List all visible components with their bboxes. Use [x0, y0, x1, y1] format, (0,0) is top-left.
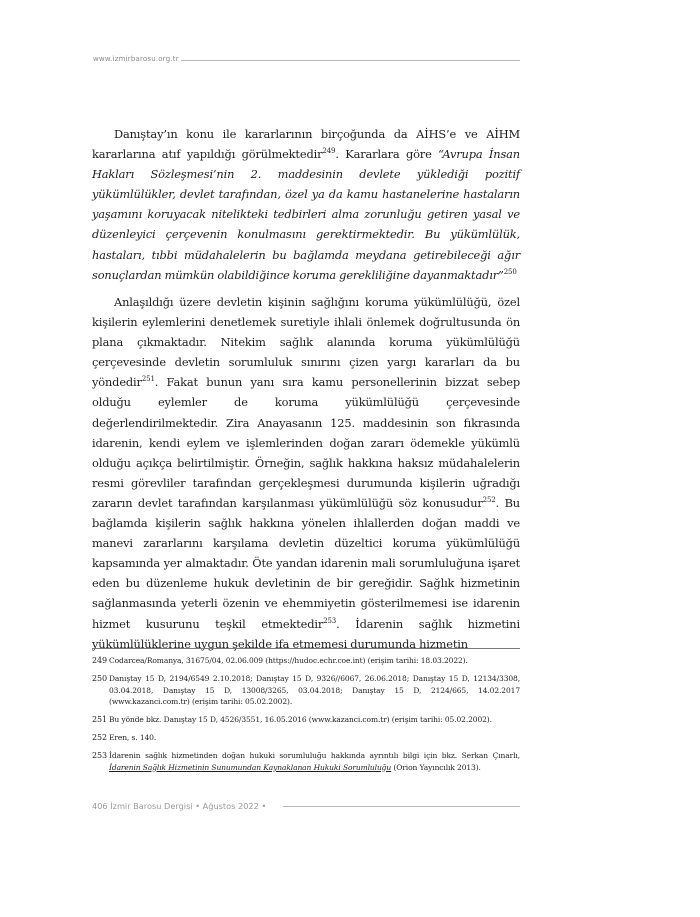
footnote-number: 252: [92, 732, 107, 742]
footnote-text-a: İdarenin sağlık hizmetinden doğan hukuki sorumluluğu hakkında ayrıntılı bilgi için bkz. Serkan Çınarlı,: [109, 750, 520, 760]
footnote-number: 253: [92, 750, 107, 760]
header-url: www.izmirbarosu.org.tr: [93, 55, 179, 63]
paragraph-1-text-b: . Kararlara göre: [335, 147, 439, 162]
footnote-item: [92, 750, 520, 774]
footnote-item: [92, 673, 520, 708]
footnote-text: Eren, s. 140.: [109, 732, 157, 742]
footnote-separator: [92, 648, 520, 649]
footnote-item: [92, 732, 520, 744]
paragraph-2-text-b: . Fakat bunun yanı sıra kamu personellerinin bizzat sebep olduğu eylemler de koruma yükümlülüğü çerçevesinde değerlendirilmektedir. Zira Anayasanın 125. maddesinin son fıkrasında idarenin, kendi eylem ve işlemlerinden doğan zararı ödemekle yükümlü olduğu açıkça belirtilmiştir. Örneğin, sağlık hakkına haksız müdahalelerin resmi görevliler tarafından gerçekleşmesi durumunda kişilerin uğradığı zararın devlet tarafından karşılanması yükümlülüğü söz konusudur: [92, 375, 520, 510]
page-footer: 406 İzmir Barosu Dergisi • Ağustos 2022 •: [92, 801, 267, 811]
footnotes: [92, 655, 520, 779]
footnote-item: [92, 714, 520, 726]
footnote-ref-252: 252: [482, 495, 496, 504]
paragraph-1-quote: “Avrupa İnsan Hakları Sözleşmesi’nin 2. maddesinin devlete yüklediği pozitif yükümlülükler, devlet tarafından, özel ya da kamu hastanelerine hastaların yaşamını koruyacak nitelikteki tedbirleri alma zorunluğu getiren yasal ve düzenleyici çerçevenin konulmasını gerektirmektedir. Bu yükümlülük, hastaları, tıbbi müdahalelerin bu bağlamda meydana getirebileceği ağır sonuçlardan mümkün olabildiğince koruma gerekliliğine dayanmaktadır”: [92, 147, 520, 282]
footnote-item: [92, 655, 520, 667]
footnote-text: Bu yönde bkz. Danıştay 15 D, 4526/3551, 16.05.2016 (www.kazanci.com.tr) (erişim tarihi: 05.02.2002).: [109, 715, 492, 725]
paragraph-1: [92, 124, 520, 285]
paragraph-1-text-a: Danıştay’ın konu ile kararlarının birçoğunda da AİHS’e ve AİHM kararlarına atıf yapıldığı görülmektedir: [92, 127, 520, 162]
footnote-ref-249: 249: [322, 147, 336, 156]
footnote-book-title: İdarenin Sağlık Hizmetinin Sunumundan Kaynaklanan Hukuki Sorumluluğu: [109, 762, 392, 772]
footnote-text: Danıştay 15 D, 2194/6549 2.10.2018; Danıştay 15 D, 9326//6067, 26.06.2018; Danıştay 15 D, 12134/3308, 03.04.2018, Danıştay 15 D, 13008/3265, 03.04.2018; Danıştay 15 D, 2124/665, 14.02.2017 (www.kazanci.com.tr) (erişim tarihi: 05.02.2002).: [109, 673, 520, 707]
footnote-number: 251: [92, 715, 107, 725]
paragraph-2-text-c: . Bu bağlamda kişilerin sağlık hakkına yönelen ihlallerden doğan maddi ve manevi zararlarını karşılama devletin düzeltici koruma yükümlülüğü kapsamında yer almaktadır. Öte yandan idarenin mali sorumluluğuna işaret eden bu düzenleme hukuk devletinin de bir gereğidir. Sağlık hizmetinin sağlanmasında yeterli özenin ve ehemmiyetin gösterilmemesi ise idarenin hizmet kusurunu teşkil etmektedir: [92, 495, 520, 631]
footnote-ref-251: 251: [141, 375, 155, 384]
footnote-ref-250: 250: [503, 267, 517, 276]
paragraph-2: [92, 292, 520, 654]
footnote-number: 250: [92, 673, 107, 683]
footnote-text-b: (Orion Yayıncılık 2013).: [391, 762, 481, 772]
footnote-text: [109, 750, 520, 774]
footnote-ref-253: 253: [323, 616, 337, 625]
paragraph-2-text-d: . İdarenin sağlık hizmetini yükümlülüklerine uygun şekilde ifa etmemesi durumunda hizmetin: [92, 616, 520, 651]
footer-rule: [283, 806, 520, 807]
footnote-text: Codarcea/Romanya, 31675/04, 02.06.009 (https://hudoc.echr.coe.int) (erişim tarihi: 18.03.2022).: [109, 656, 468, 665]
header-rule: [181, 60, 520, 61]
footnote-number: 249: [92, 656, 107, 665]
paragraph-2-text-a: Anlaşıldığı üzere devletin kişinin sağlığını koruma yükümlülüğü, özel kişilerin eylemlerini denetlemek suretiyle ihlali önlemek doğrultusunda ön plana çıkmaktadır. Nitekim sağlık alanında koruma yükümlülüğü çerçevesinde devletin sorumluluk sınırını çizen yargı kararları da bu yöndedir: [92, 295, 520, 390]
